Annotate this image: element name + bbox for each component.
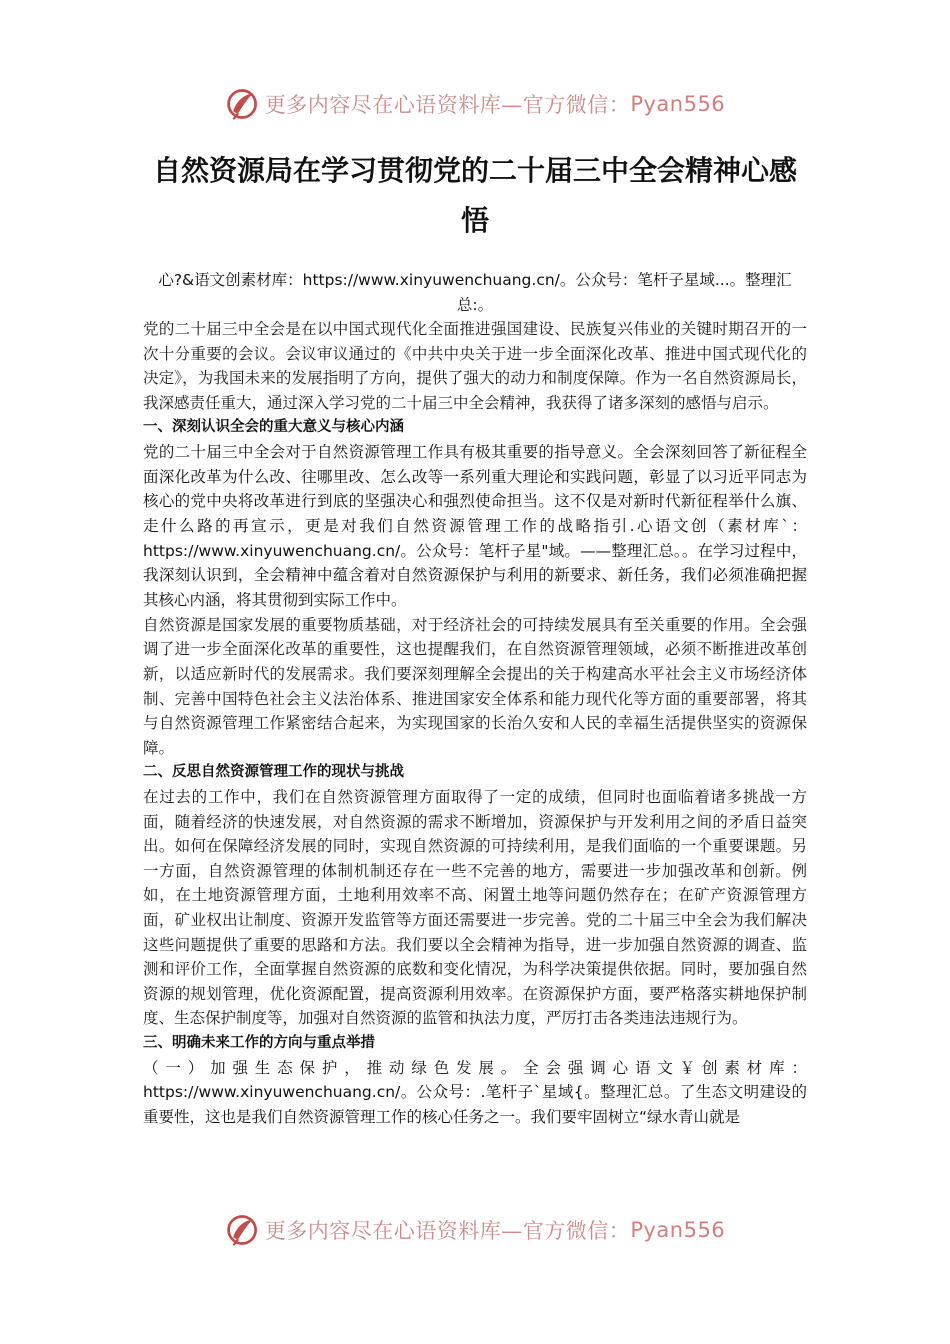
section-heading-3: 三、明确未来工作的方向与重点举措 xyxy=(143,1034,375,1051)
brand-logo-icon xyxy=(225,1212,261,1248)
document-body xyxy=(143,268,807,1130)
banner-wechat-id: Pyan556 xyxy=(630,1218,726,1242)
section-heading-1: 一、深刻认识全会的重大意义与核心内涵 xyxy=(143,419,404,436)
intro-paragraph: 党的二十届三中全会是在以中国式现代化全面推进强国建设、民族复兴伟业的关键时期召开的一次十分重要的会议。会议审议通过的《中共中央关于进一步全面深化改革、推进中国式现代化的决定》，为我国未来的发展指明了方向，提供了强大的动力和制度保障。作为一名自然资源局长，我深感责任重大，通过深入学习党的二十届三中全会精神，我获得了诸多深刻的感悟与启示。 xyxy=(143,320,807,412)
banner-text: 更多内容尽在心语资料库—官方微信： xyxy=(264,93,631,117)
banner-wechat-id: Pyan556 xyxy=(630,92,726,116)
header-banner xyxy=(0,80,950,128)
page-title: 自然资源局在学习贯彻党的二十届三中全会精神心感悟 xyxy=(152,154,797,237)
section1-paragraph-2: 自然资源是国家发展的重要物质基础，对于经济社会的可持续发展具有至关重要的作用。全会强调了进一步全面深化改革的重要性，这也提醒我们，在自然资源管理领域，必须不断推进改革创新，以适应新时代的发展需求。我们要深刻理解全会提出的关于构建高水平社会主义市场经济体制、完善中国特色社会主义法治体系、推进国家安全体系和能力现代化等方面的重要部署，将其与自然资源管理工作紧密结合起来，为实现国家的长治久安和人民的幸福生活提供坚实的资源保障。 xyxy=(143,615,807,757)
section2-paragraph-1: 在过去的工作中，我们在自然资源管理方面取得了一定的成绩，但同时也面临着诸多挑战一方面，随着经济的快速发展，对自然资源的需求不断增加，资源保护与开发利用之间的矛盾日益突出。如何在保障经济发展的同时，实现自然资源的可持续利用，是我们面临的一个重要课题。另一方面，自然资源管理的体制机制还存在一些不完善的地方，需要进一步加强改革和创新。例如，在土地资源管理方面，土地利用效率不高、闲置土地等问题仍然存在；在矿产资源管理方面，矿业权出让制度、资源开发监管等方面还需要进一步完善。党的二十届三中全会为我们解决这些问题提供了重要的思路和方法。我们要以全会精神为指导，进一步加强自然资源的调查、监测和评价工作，全面掌握自然资源的底数和变化情况，为科学决策提供依据。同时，要加强自然资源的规划管理，优化资源配置，提高资源利用效率。在资源保护方面，要严格落实耕地保护制度、生态保护制度等，加强对自然资源的监管和执法力度，严厉打击各类违法违规行为。 xyxy=(143,788,807,1028)
section1-paragraph-1: 党的二十届三中全会对于自然资源管理工作具有极其重要的指导意义。全会深刻回答了新征程全面深化改革为什么改、往哪里改、怎么改等一系列重大理论和实践问题，彰显了以习近平同志为核心的党中央将改革进行到底的坚强决心和强烈使命担当。这不仅是对新时代新征程举什么旗、走什么路的再宣示，更是对我们自然资源管理工作的战略指引.心语文创（素材库`：https://www.xinyuwenchuang.cn/。公众号：笔杆子星"域。——整理汇总。。在学习过程中，我深刻认识到，全会精神中蕴含着对自然资源保护与利用的新要求、新任务，我们必须准确把握其核心内涵，将其贯彻到实际工作中。 xyxy=(143,442,807,610)
brand-logo-icon xyxy=(225,86,261,122)
section-heading-2: 二、反思自然资源管理工作的现状与挑战 xyxy=(143,764,404,781)
footer-banner xyxy=(0,1206,950,1254)
source-line: 心?&语文创素材库：https://www.xinyuwenchuang.cn/。公众号：笔杆子星域...。整理汇总:。 xyxy=(158,271,792,314)
banner-text: 更多内容尽在心语资料库—官方微信： xyxy=(264,1219,631,1243)
section3-paragraph-1: （一）加强生态保护，推动绿色发展。全会强调心语文￥创素材库：https://www.xinyuwenchuang.cn/。公众号：.笔杆子`星域{。整理汇总。了生态文明建设的重要性，这也是我们自然资源管理工作的核心任务之一。我们要牢固树立“绿水青山就是 xyxy=(143,1058,807,1126)
